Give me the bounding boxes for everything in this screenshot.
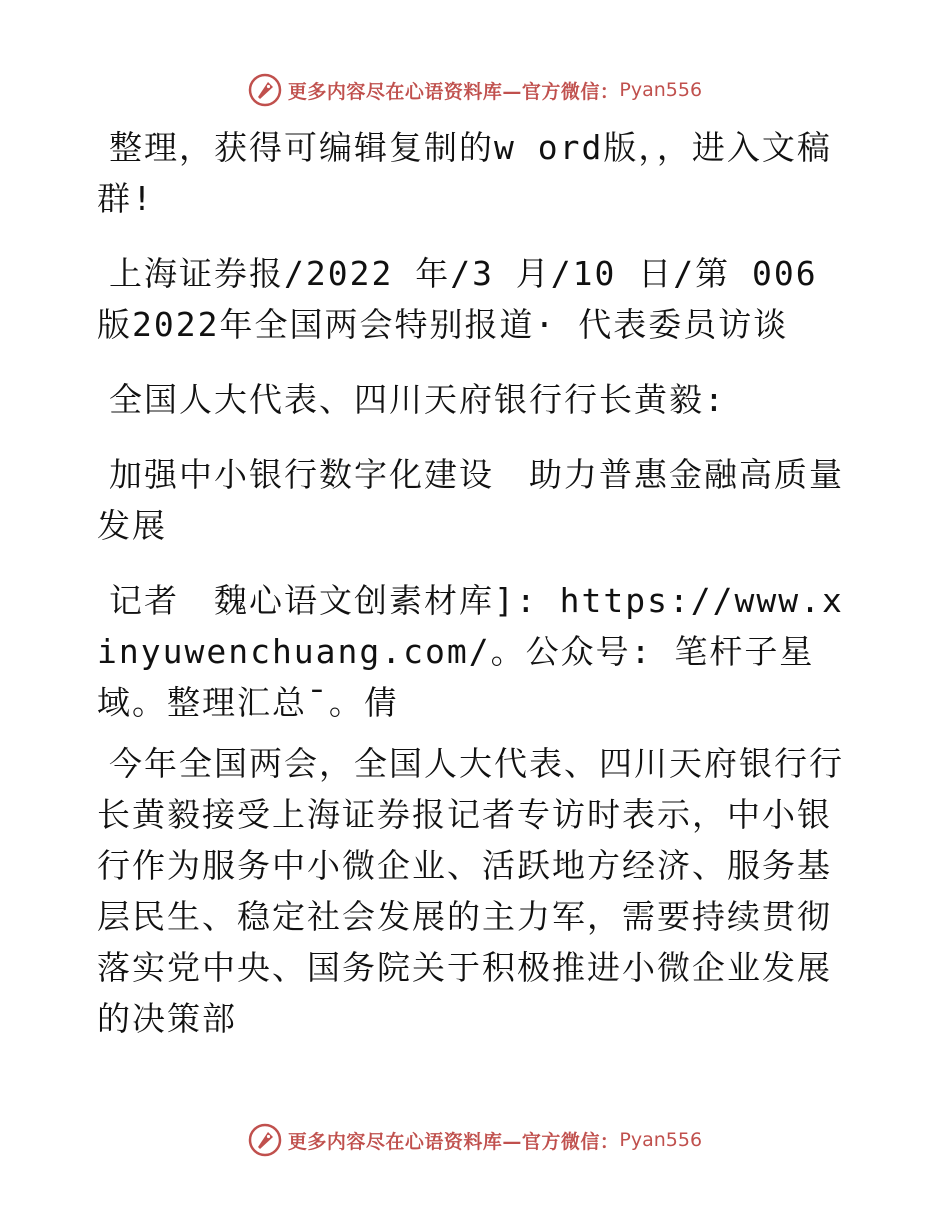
banner-contact: Pyan556 (619, 1129, 703, 1151)
header-banner (0, 70, 950, 110)
banner-text: 更多内容尽在心语资料库—官方微信： (287, 1130, 620, 1153)
subject-line: 全国人大代表、四川天府银行行长黄毅: (109, 380, 726, 419)
pen-nib-logo-icon (248, 1123, 282, 1157)
banner-text: 更多内容尽在心语资料库—官方微信： (287, 80, 620, 103)
source-line: 上海证券报/2022 年/3 月/10 日/第 006 版2022年全国两会特别报道· 代表委员访谈 (97, 254, 818, 344)
reporter-line: 记者 魏心语文创素材库]: https://www.xinyuwenchuang.com/。公众号: 笔杆子星域。整理汇总¯。倩 (97, 581, 844, 722)
headline: 加强中小银行数字化建设 助力普惠金融高质量发展 (97, 455, 844, 545)
document-body (97, 122, 857, 1068)
footer-banner (0, 1120, 950, 1160)
body-paragraph: 今年全国两会，全国人大代表、四川天府银行行长黄毅接受上海证券报记者专访时表示，中小银行作为服务中小微企业、活跃地方经济、服务基层民生、稳定社会发展的主力军，需要持续贯彻落实党中央、国务院关于积极推进小微企业发展的决策部 (97, 744, 844, 1038)
pen-nib-logo-icon (248, 73, 282, 107)
intro-paragraph: 整理，获得可编辑复制的w ord版，，进入文稿群! (97, 128, 832, 218)
banner-contact: Pyan556 (619, 79, 703, 101)
